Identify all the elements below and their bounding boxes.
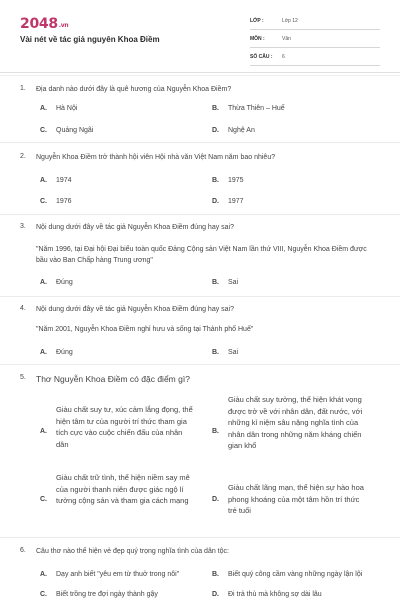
meta-key: MÔN : — [250, 35, 265, 42]
option-text: Quảng Ngãi — [56, 127, 94, 134]
meta-key: SỐ CÂU : — [250, 53, 273, 60]
question-separator — [0, 364, 400, 365]
option-text: Giàu chất suy tưởng, thể hiện khát vọng được trở về với nhân dân, đất nước, với những kỉ niệm sâu nặng nghĩa tình của nhân dân trong những năm kháng chiến gian khổ — [228, 395, 363, 450]
option-text: Biết trồng tre đợi ngày thành gậy — [56, 591, 158, 598]
question-separator — [0, 142, 400, 143]
meta-value: Lớp 12 — [282, 17, 298, 24]
question-quote: "Năm 1996, tại Đại hội Đại biểu toàn quốc Đảng Cộng sản Việt Nam lần thứ VIII, Nguyễn Khoa Điềm được bầu vào Ban Chấp hàng Trung ương" — [36, 246, 367, 264]
header-divider — [0, 72, 400, 73]
question-number: 6. — [20, 547, 26, 554]
question-text: Địa danh nào dưới đây là quê hương của Nguyễn Khoa Điềm? — [36, 86, 232, 93]
question-text: Thơ Nguyễn Khoa Điềm có đặc điểm gì? — [36, 374, 190, 384]
option-letter: A. — [40, 105, 47, 112]
meta-row-count — [250, 48, 380, 66]
option-letter: A. — [40, 177, 47, 184]
question-number: 1. — [20, 85, 26, 92]
meta-row-subject — [250, 30, 380, 48]
option-text: Giàu chất lãng mạn, thể hiện sự hào hoa phong khoáng của một tâm hồn trí thức trẻ tuổi — [228, 483, 364, 515]
option-text: Đúng — [56, 349, 73, 356]
option-letter: B. — [212, 349, 219, 356]
option-text: Giàu chất trữ tình, thể hiện niềm say mê của người thanh niên được giác ngộ lí tưởng cộng sản và tham gia cách mạng — [56, 473, 190, 505]
question-separator — [0, 537, 400, 538]
option-letter: B. — [212, 428, 219, 435]
option-text: 1977 — [228, 198, 244, 205]
meta-table — [250, 12, 380, 66]
meta-key: LỚP : — [250, 17, 264, 24]
meta-value: Văn — [282, 35, 291, 42]
option-text: Thừa Thiên – Huế — [228, 105, 285, 112]
option-letter: C. — [40, 127, 47, 134]
option-text: Dạy anh biết "yêu em từ thuở trong nôi" — [56, 571, 180, 578]
option-text: 1976 — [56, 198, 72, 205]
option-letter: B. — [212, 177, 219, 184]
question-number: 2. — [20, 153, 26, 160]
question-separator — [0, 214, 400, 215]
question-number: 5. — [20, 374, 26, 381]
option-text: Nghệ An — [228, 127, 255, 134]
option-letter: C. — [40, 591, 47, 598]
option-letter: A. — [40, 349, 47, 356]
option-text: Sai — [228, 279, 239, 286]
option-text: Biết quý công cầm vàng những ngày lận lội — [228, 571, 363, 578]
option-letter: D. — [212, 198, 219, 205]
option-letter: B. — [212, 105, 219, 112]
header-divider-secondary — [0, 75, 400, 76]
question-number: 3. — [20, 223, 26, 230]
option-text: 1974 — [56, 177, 72, 184]
document-title: Vài nét về tác giả nguyên Khoa Điềm — [20, 35, 160, 44]
option-letter: D. — [212, 591, 219, 598]
option-letter: B. — [212, 571, 219, 578]
question-text: Nội dung dưới đây về tác giả Nguyễn Khoa Điềm đúng hay sai? — [36, 306, 235, 313]
question-text: Nguyễn Khoa Điềm trở thành hội viên Hội nhà văn Việt Nam năm bao nhiêu? — [36, 154, 276, 161]
option-text: Giàu chất suy tư, xúc cảm lắng đọng, thể hiện tâm tư của người trí thức tham gia tích cực vào cuộc chiến đấu của nhân dân — [56, 405, 193, 449]
meta-value: 6 — [282, 53, 285, 60]
option-letter: A. — [40, 428, 47, 435]
option-letter: D. — [212, 127, 219, 134]
question-quote: "Năm 2001, Nguyễn Khoa Điềm nghỉ hưu và sống tại Thành phố Huế" — [36, 326, 254, 333]
option-letter: C. — [40, 198, 47, 205]
question-text: Câu thơ nào thể hiện vẻ đẹp quý trọng nghĩa tình của dân tộc: — [36, 548, 229, 555]
page-header — [0, 0, 400, 70]
option-letter: D. — [212, 496, 219, 503]
option-letter: A. — [40, 279, 47, 286]
option-text: Đi trả thù mà không sợ dài lâu — [228, 591, 322, 598]
logo-suffix: .vn — [58, 22, 69, 29]
meta-row-class — [250, 12, 380, 30]
question-number: 4. — [20, 305, 26, 312]
logo-text: 2048 — [20, 16, 58, 32]
site-logo[interactable] — [20, 16, 68, 32]
option-letter: B. — [212, 279, 219, 286]
option-text: 1975 — [228, 177, 244, 184]
option-text: Sai — [228, 349, 239, 356]
question-separator — [0, 296, 400, 297]
option-text: Hà Nội — [56, 105, 78, 112]
option-letter: A. — [40, 571, 47, 578]
option-text: Đúng — [56, 279, 73, 286]
option-letter: C. — [40, 496, 47, 503]
question-text: Nội dung dưới đây về tác giả Nguyễn Khoa Điềm đúng hay sai? — [36, 224, 235, 231]
